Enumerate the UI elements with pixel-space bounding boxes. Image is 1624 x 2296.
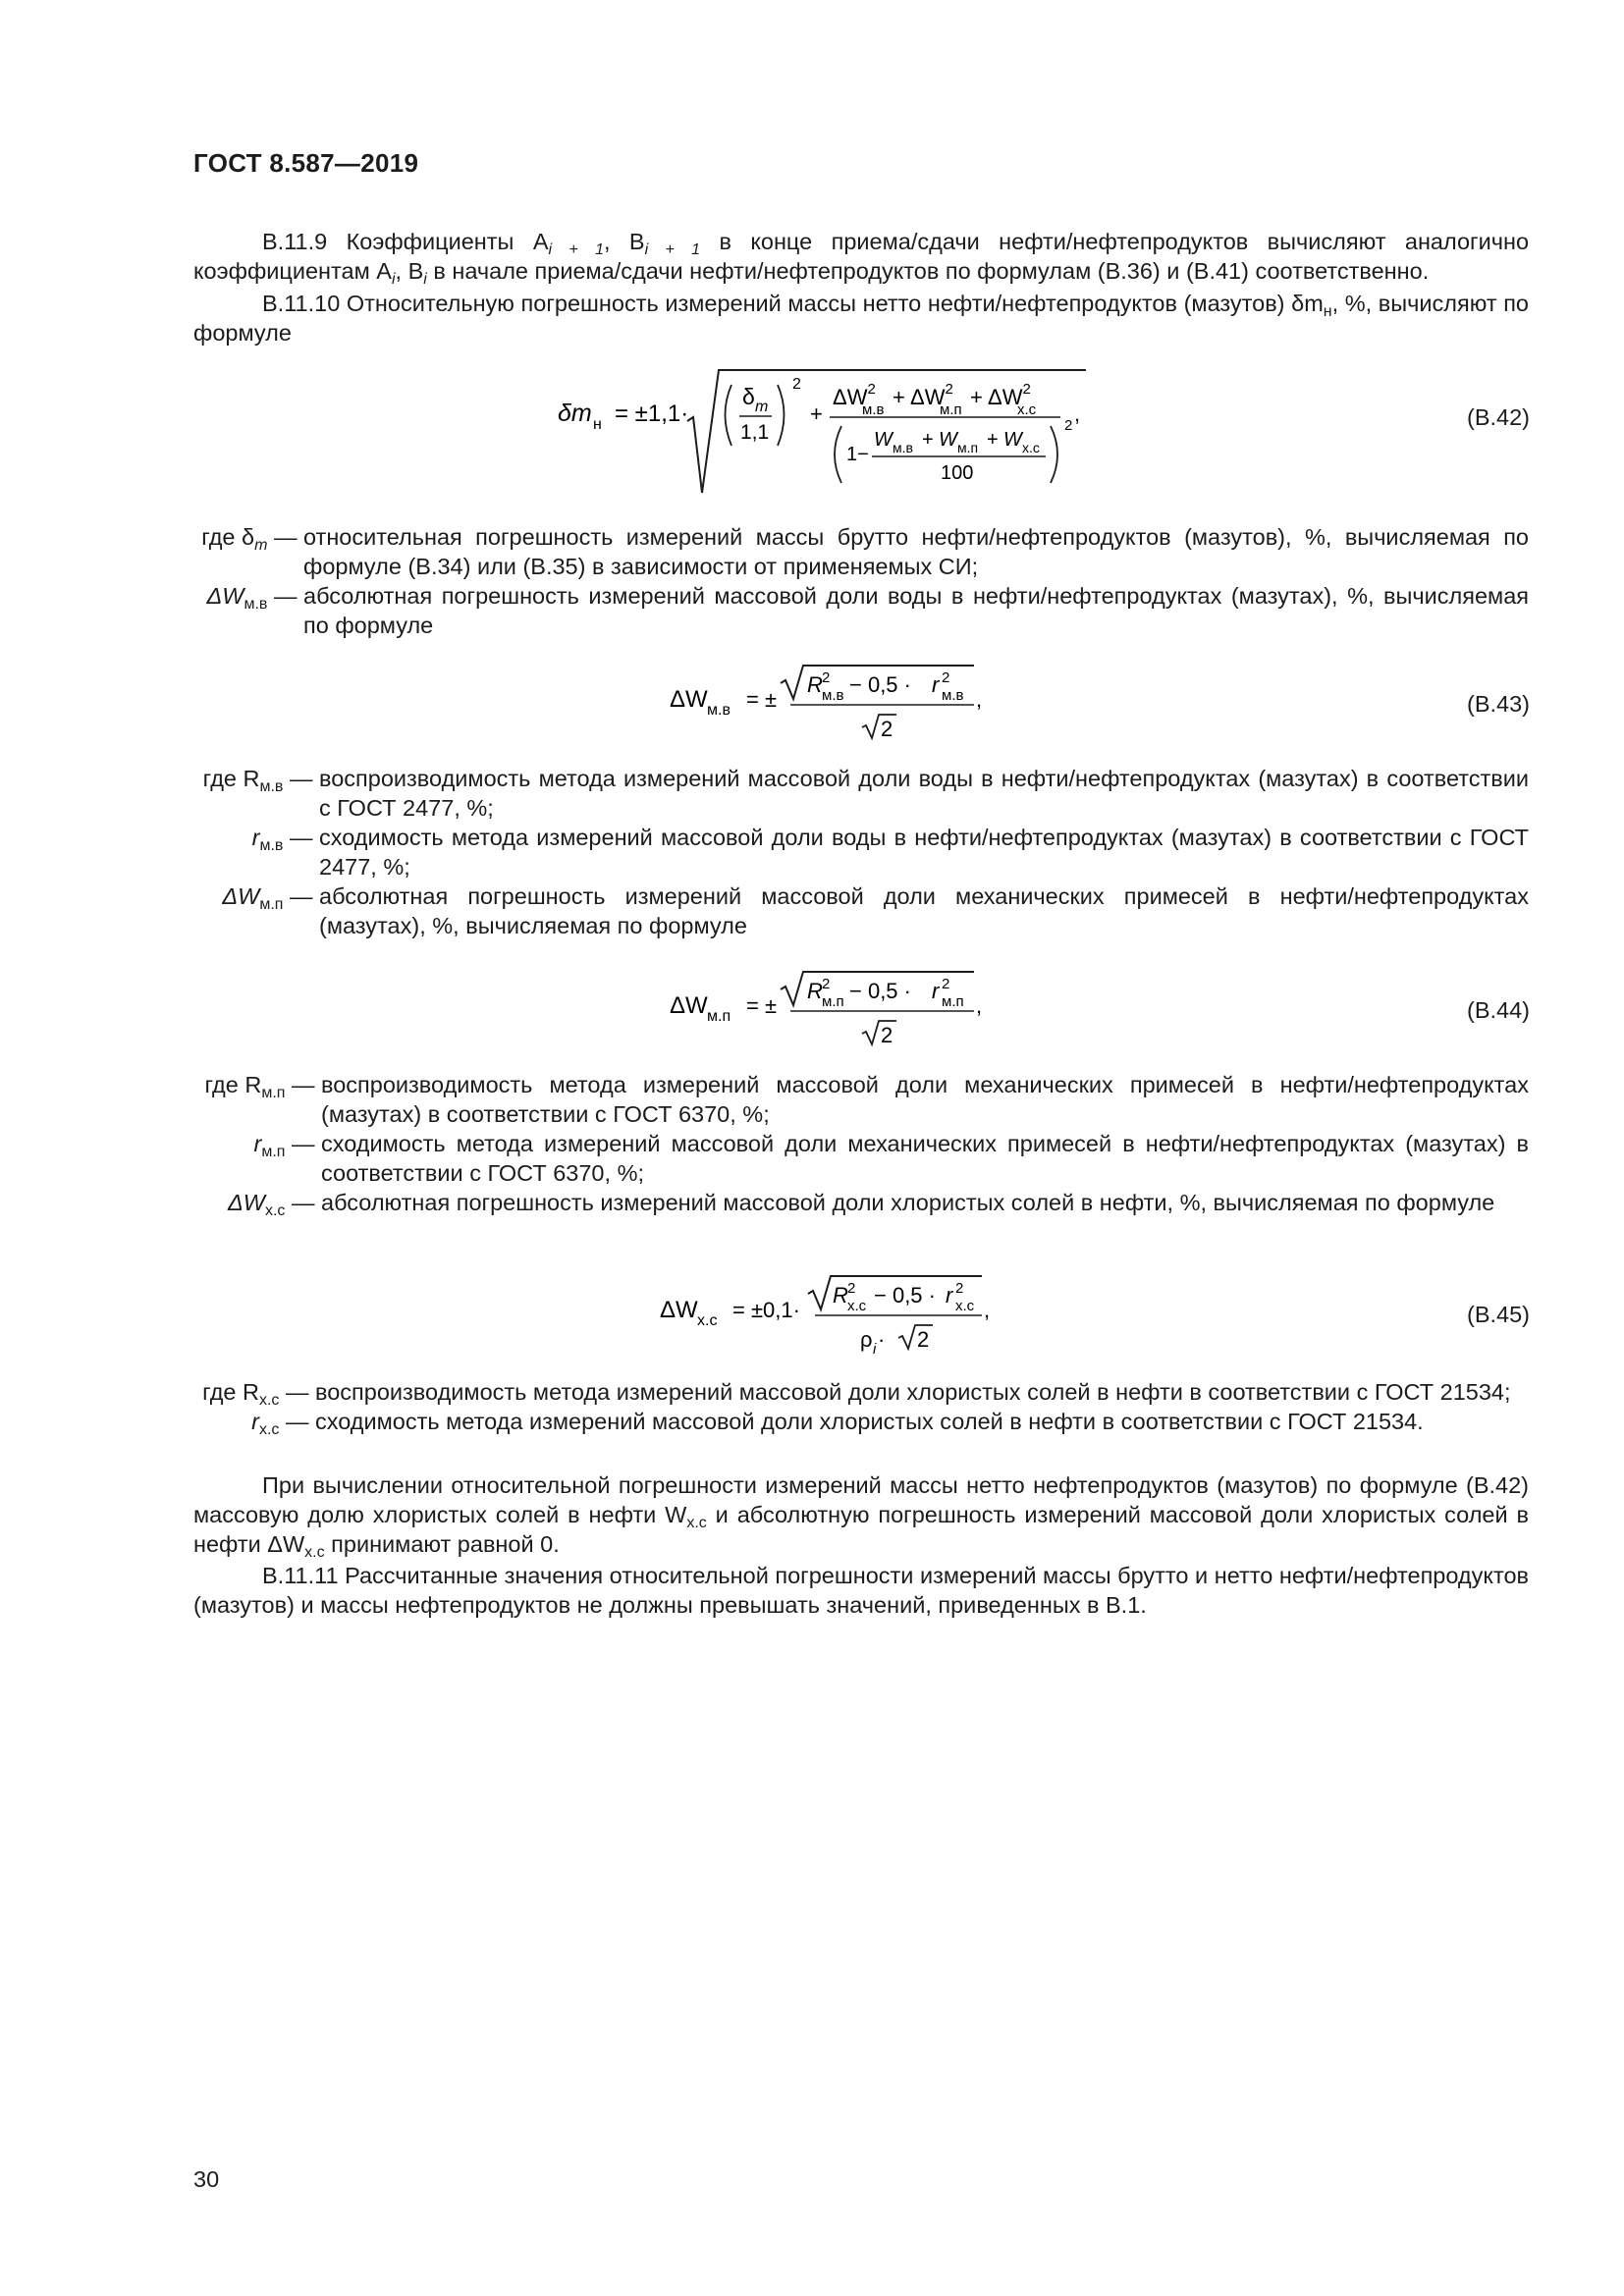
f45-r-sub: х.с [955, 1298, 975, 1314]
f44-R-exp: 2 [822, 976, 831, 992]
equation-number-b44: (В.44) [1467, 997, 1530, 1023]
f42-delta: δ [742, 384, 755, 409]
definition-row: где $R_{х.с}$ — воспроизводимость метода измерений массовой доли хлористых солей в нефти в соответствии с ГОСТ 21534; [202, 1379, 1511, 1409]
f45-mid: − 0,5 · [874, 1283, 936, 1308]
document-header: ГОСТ 8.587—2019 [193, 148, 419, 178]
f44-two: 2 [881, 1023, 893, 1047]
equation-number-b42: (В.42) [1467, 404, 1530, 430]
f42-den-exp: 2 [1064, 417, 1073, 434]
f45-dot: · [878, 1327, 886, 1352]
f42-den-w1: W [874, 429, 893, 451]
page-number: 30 [193, 2166, 220, 2192]
paragraph-note: При вычислении относительной погрешности измерений массы нетто нефтепродуктов (мазутов) по формуле (В.42) массовую долю хлористых солей в нефти $W_{х.с}$ и абсолютную погрешность измерений массовой доли хлористых солей в нефти $\Delta W_{х.с}$ принимают равной 0. [193, 1472, 1529, 1561]
definition-row: $r_{м.в}$ — сходимость метода измерений массовой доли воды в нефти/нефтепродуктах (мазутах) в соответствии с ГОСТ 2477, %; [251, 825, 1529, 880]
definitions-block-3 [193, 1070, 1529, 1217]
formula-b45 [648, 1266, 1021, 1364]
f44-eq: = ± [746, 993, 778, 1018]
f42-num-sub3: х.с [1017, 401, 1037, 418]
definition-row: $\Delta W_{м.п}$ — абсолютная погрешность измерений массовой доли механических примесей в нефти/нефтепродуктах (мазутах), %, вычисляемая по формуле [222, 883, 1529, 938]
f43-R-exp: 2 [822, 669, 831, 686]
f45-eq: = ±0,1· [732, 1298, 800, 1322]
definition-row: где $R_{м.п}$ — воспроизводимость метода измерений массовой доли механических примесей в нефти/нефтепродуктах (мазутах) в соответствии с ГОСТ 6370, %; [204, 1072, 1529, 1127]
f44-R: R [807, 979, 823, 1003]
f44-comma: , [976, 993, 983, 1018]
f42-den-w3-sub: х.с [1022, 440, 1040, 455]
f43-lhs-sub: м.в [707, 702, 731, 719]
f42-delta-sub: m [755, 399, 769, 415]
paragraph-b11-10: В.11.10 Относительную погрешность измерений массы нетто нефти/нефтепродуктов (мазутов) $\delta m_н$, %, вычисляют по формуле [193, 291, 1529, 346]
f42-den-w2: W [939, 429, 957, 451]
f43-lhs: ΔW [670, 686, 708, 713]
f42-lhs-sub: н [593, 416, 602, 433]
f42-den-one: 1− [846, 444, 869, 465]
definitions-block-1 [193, 522, 1529, 640]
f42-den11: 1,1 [740, 421, 770, 444]
formula-b43 [658, 656, 1011, 754]
paragraph-b11-11: В.11.11 Рассчитанные значения относительной погрешности измерений массы брутто и нетто нефти/нефтепродуктов (мазутов) и массы нефтепродуктов не должны превышать значений, приведенных в В.1. [193, 1563, 1529, 1618]
definition-row: $r_{м.п}$ — сходимость метода измерений массовой доли механических примесей в нефти/нефтепродуктах (мазутах) в соответствии с ГОСТ 6370, %; [253, 1131, 1529, 1186]
f42-plus: + [810, 401, 823, 426]
f44-r: r [932, 979, 940, 1003]
f43-R-sub: м.в [822, 687, 844, 704]
definitions-block-2 [193, 764, 1529, 940]
paragraph-b11-9: В.11.9 Коэффициенты $A_{i + 1}$, $B_{i + 1}$ в конце приема/сдачи нефти/нефтепродуктов вычисляют аналогично коэффициентам $A_i$, $B_i$ в начале приема/сдачи нефти/нефтепродуктов по формулам (В.36) и (В.41) соответственно. [193, 229, 1530, 288]
f44-lhs: ΔW [670, 992, 708, 1019]
f44-r-exp: 2 [942, 976, 950, 992]
f42-den-100: 100 [941, 462, 974, 484]
f42-num-term1: $\Delta W^2$ [833, 381, 876, 409]
f43-eq: = ± [746, 687, 778, 712]
f42-num-sub1: м.в [862, 401, 885, 418]
f45-r-exp: 2 [955, 1280, 964, 1297]
equation-number-b43: (В.43) [1467, 691, 1530, 717]
f43-r-exp: 2 [942, 669, 950, 686]
f44-R-sub: м.п [822, 993, 844, 1010]
f44-r-sub: м.п [942, 993, 964, 1010]
f42-num-sub2: м.п [940, 401, 962, 418]
f45-rho-sub: i [873, 1341, 877, 1358]
f42-plus2: + [893, 385, 905, 409]
f43-comma: , [976, 687, 983, 712]
f43-r: r [932, 672, 940, 697]
f42-den-plus2: + [987, 429, 999, 451]
definition-row: $\Delta W_{м.в}$ — абсолютная погрешность измерений массовой доли воды в нефти/нефтепродуктах (мазутах), %, вычисляемая по формуле [206, 583, 1529, 638]
f45-lhs: ΔW [660, 1297, 698, 1323]
f42-paren-right [778, 385, 785, 446]
f45-r: r [946, 1283, 953, 1308]
f42-num-term3: $\Delta W^2$ [988, 381, 1031, 409]
f45-R-sub: х.с [847, 1298, 867, 1314]
definition-row: $r_{х.с}$ — сходимость метода измерений массовой доли хлористых солей в нефти в соответствии с ГОСТ 21534. [251, 1409, 1424, 1438]
definition-row: где $\delta_m$ — относительная погрешность измерений массы брутто нефти/нефтепродуктов (мазутов), %, вычисляемая по формуле (В.34) или (В.35) в зависимости от применяемых СИ; [201, 524, 1529, 579]
f42-num-term2: $\Delta W^2$ [910, 381, 953, 409]
f42-plus3: + [970, 385, 983, 409]
f42-den-w3: W [1003, 429, 1022, 451]
f42-paren-left [726, 385, 732, 446]
f42-den-paren-right [1051, 426, 1057, 483]
f45-comma: , [984, 1298, 991, 1322]
f42-coef: = ±1,1· [615, 400, 689, 427]
f45-lhs-sub: х.с [697, 1312, 718, 1329]
f45-R: R [833, 1283, 848, 1308]
equation-number-b45: (В.45) [1467, 1302, 1530, 1327]
f42-den-paren-left [835, 426, 841, 483]
f42-comma: , [1074, 401, 1081, 426]
f45-two: 2 [917, 1327, 930, 1352]
definition-row: $\Delta W_{х.с}$ — абсолютная погрешность измерений массовой доли хлористых солей в нефти, %, вычисляемая по формуле [228, 1190, 1495, 1219]
f42-exp1: 2 [792, 376, 801, 393]
definition-row: где $R_{м.в}$ — воспроизводимость метода измерений массовой доли воды в нефти/нефтепродуктах (мазутах) в соответствии с ГОСТ 2477, %; [202, 766, 1529, 821]
f43-mid: − 0,5 · [849, 672, 911, 697]
f43-two: 2 [881, 717, 893, 741]
f42-lhs: δm [558, 400, 592, 427]
f44-lhs-sub: м.п [707, 1008, 731, 1025]
formula-b42 [550, 355, 1100, 503]
f42-den-w2-sub: м.п [957, 440, 979, 455]
f45-rho: ρ [860, 1327, 873, 1352]
f43-r-sub: м.в [942, 687, 964, 704]
f44-mid: − 0,5 · [849, 979, 911, 1003]
formula-b44 [658, 962, 1011, 1060]
f42-den-w1-sub: м.в [893, 440, 913, 455]
f43-R: R [807, 672, 823, 697]
f42-den-plus1: + [922, 429, 934, 451]
f45-R-exp: 2 [847, 1280, 856, 1297]
definitions-block-4 [193, 1377, 1529, 1436]
